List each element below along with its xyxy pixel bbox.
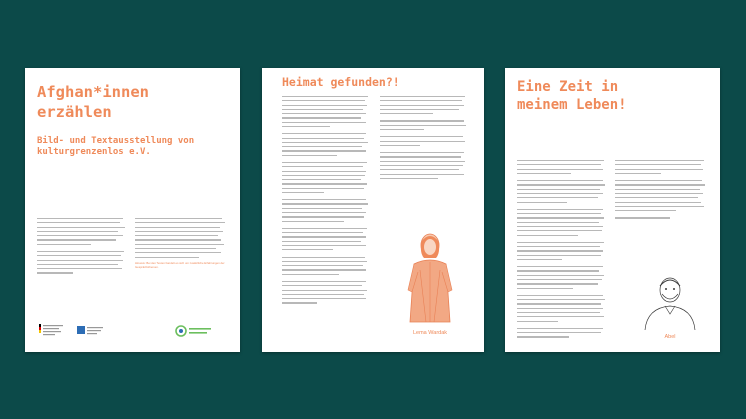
federal-ministry-logo xyxy=(39,324,67,338)
story-page-heimat xyxy=(262,68,484,352)
story-text-right xyxy=(615,160,707,222)
story-text-right xyxy=(380,96,468,182)
highlight-note: Hinweis: Bei den Texten handelt es sich um zusätzliche Erfahrungen der Gesprächsthemen. xyxy=(135,260,225,270)
portrait-illustration-woman xyxy=(400,230,460,326)
portrait-caption: Lema Wardak xyxy=(412,330,448,336)
page-title: Heimat gefunden?! xyxy=(282,75,400,89)
page-title: Afghan*innen erzählen xyxy=(37,83,149,121)
story-page-zeit xyxy=(505,68,720,352)
intro-text-left xyxy=(37,218,127,277)
story-text-left xyxy=(282,96,370,307)
portrait-caption: Abel xyxy=(664,334,676,340)
page-subtitle: Bild- und Textausstellung von kulturgrenzenlos e.V. xyxy=(37,136,195,157)
portrait-illustration-man xyxy=(635,274,705,330)
kulturgrenzenlos-logo xyxy=(175,323,215,339)
exhibition-intro-page xyxy=(25,68,240,352)
partner-logo xyxy=(77,324,105,338)
page-title: Eine Zeit in meinem Leben! xyxy=(517,79,627,113)
intro-text-right xyxy=(135,218,227,269)
story-text-left xyxy=(517,160,607,341)
